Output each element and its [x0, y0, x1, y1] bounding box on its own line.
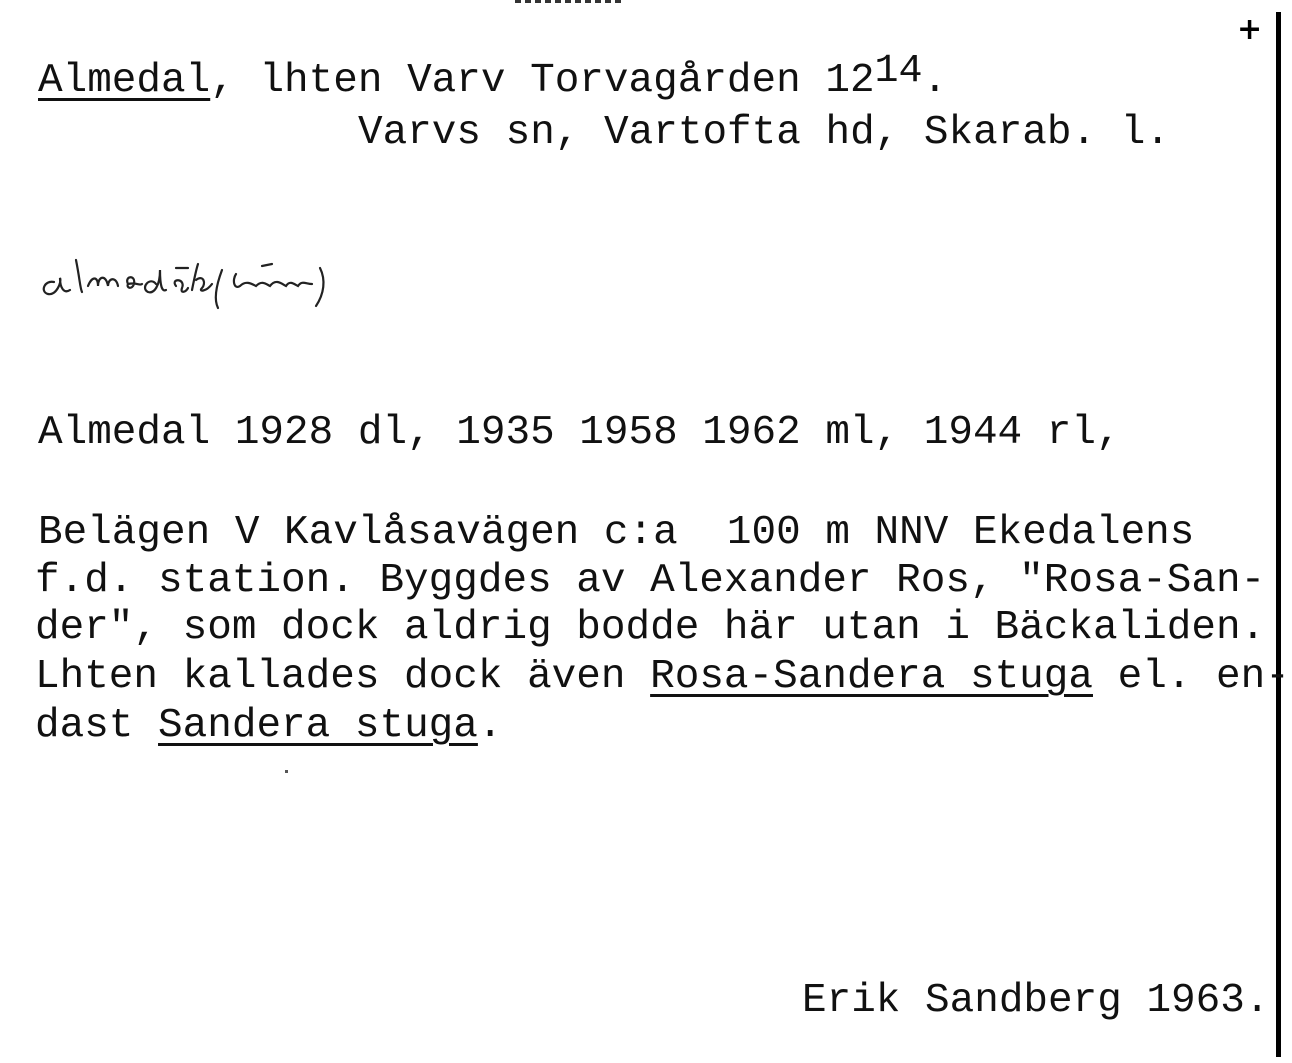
top-edge-mark: [515, 0, 625, 3]
parish-line: Varvs sn, Vartofta hd, Skarab. l.: [358, 110, 1170, 156]
signature: Erik Sandberg 1963.: [802, 978, 1270, 1024]
line4-pre: Lhten kallades dock även: [35, 654, 651, 700]
heading-line: [38, 49, 948, 104]
heading-rest: , lhten Varv Torvagården 12: [210, 58, 875, 104]
sources-line: Almedal 1928 dl, 1935 1958 1962 ml, 1944 rl,: [38, 410, 1121, 456]
alt-name-1: Rosa-Sandera stuga: [650, 654, 1093, 700]
place-name: Almedal: [38, 58, 211, 104]
handwritten-note: [36, 240, 556, 320]
heading-superscript: 14: [874, 49, 923, 94]
description-line-1: Belägen V Kavlåsavägen c:a 100 m NNV Ekedalens: [38, 510, 1195, 556]
description-line-2: f.d. station. Byggdes av Alexander Ros, "Rosa-San-: [35, 558, 1266, 604]
alt-name-2: Sandera stuga: [158, 703, 478, 749]
description-line-5: [35, 703, 503, 749]
line4-post: el. en-: [1092, 654, 1290, 700]
description-line-4: [35, 654, 1290, 700]
line5-post: .: [477, 703, 503, 749]
card-right-edge: [1276, 12, 1281, 1057]
corner-mark: +: [1237, 12, 1263, 47]
heading-end: .: [922, 58, 948, 104]
line5-pre: dast: [35, 703, 159, 749]
description-line-3: der", som dock aldrig bodde här utan i Bäckaliden.: [35, 605, 1266, 651]
stray-dot: [285, 770, 288, 773]
